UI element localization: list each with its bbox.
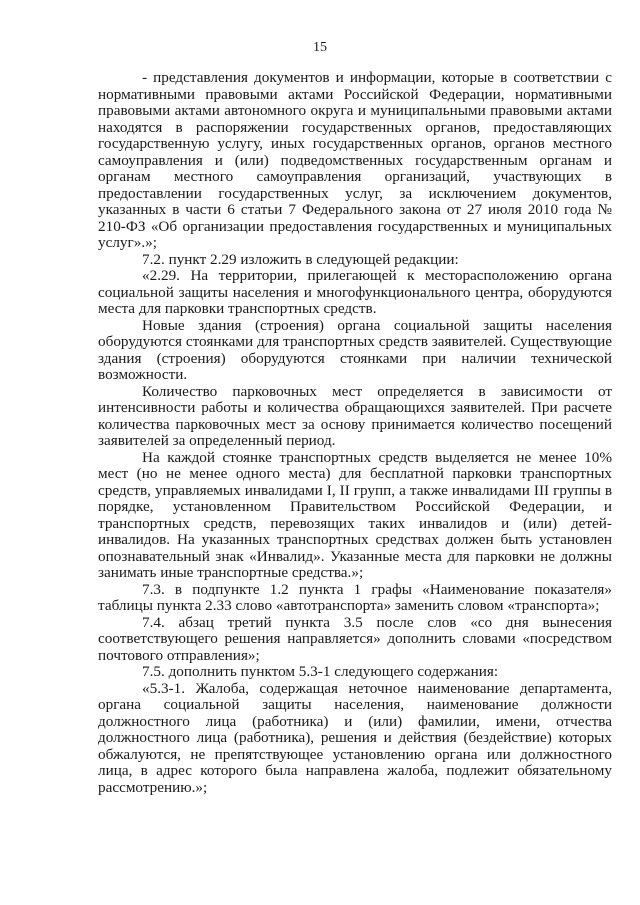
- paragraph-2-29: «2.29. На территории, прилегающей к месторасположению органа социальной защиты населения и многофункционального центра, оборудуются места для парковки транспортных средств.: [98, 267, 612, 317]
- paragraph-disabled-parking: На каждой стоянке транспортных средств выделяется не менее 10% мест (но не менее одного места) для бесплатной парковки транспортных средств, управляемых инвалидами I, II групп, а также инвалидами III группы в порядке, установленном Правительством Российской Федерации, и транспортных средств, перевозящих таких инвалидов и (или) детей-инвалидов. На указанных транспортных средствах должен быть установлен опознавательный знак «Инвалид». Указанные места для парковки не должны занимать иные транспортные средства.»;: [98, 448, 612, 581]
- paragraph-parking-count: Количество парковочных мест определяется в зависимости от интенсивности работы и количества обращающихся заявителей. При расчете количества парковочных мест за основу принимается количество посещений заявителей за определенный период.: [98, 382, 612, 449]
- paragraph-5-3-1: «5.3-1. Жалоба, содержащая неточное наименование департамента, органа социальной защиты населения, наименование должности должностного лица (работника) и (или) фамилии, имени, отчества должностного лица (работника), решения и действия (бездействие) которых обжалуются, не препятствующее установлению органа или должностного лица, в адрес которого была направлена жалоба, подлежит обязательному рассмотрению.»;: [98, 679, 612, 796]
- paragraph-7-4: 7.4. абзац третий пункта 3.5 после слов «со дня вынесения соответствующего решения направляется» дополнить словами «посредством почтового отправления»;: [98, 613, 612, 664]
- paragraph-documents-list: - представления документов и информации, которые в соответствии с нормативными правовыми актами Российской Федерации, нормативными правовыми актами автономного округа и муниципальными правовыми актами находятся в распоряжении государственных органов, предоставляющих государственную услугу, иных государственных органов, органов местного самоуправления и (или) подведомственных государственным органам и органам местного самоуправления организаций, участвующих в предоставлении государственных услуг, за исключением документов, указанных в части 6 статьи 7 Федерального закона от 27 июля 2010 года № 210-ФЗ «Об организации предоставления государственных и муниципальных услуг».»;: [98, 69, 612, 251]
- page-number: 15: [313, 40, 327, 55]
- paragraph-7-2: 7.2. пункт 2.29 изложить в следующей редакции:: [142, 250, 459, 268]
- document-body: [98, 70, 612, 796]
- paragraph-new-buildings: Новые здания (строения) органа социальной защиты населения оборудуются стоянками для транспортных средств заявителей. Существующие здания (строения) оборудуются стоянками при наличии технической возможности.: [98, 316, 612, 383]
- paragraph-7-5: 7.5. дополнить пунктом 5.3-1 следующего содержания:: [142, 663, 499, 680]
- paragraph-7-3: 7.3. в подпункте 1.2 пункта 1 графы «Наименование показателя» таблицы пункта 2.33 слово «автотранспорта» заменить словом «транспорта»;: [98, 580, 612, 614]
